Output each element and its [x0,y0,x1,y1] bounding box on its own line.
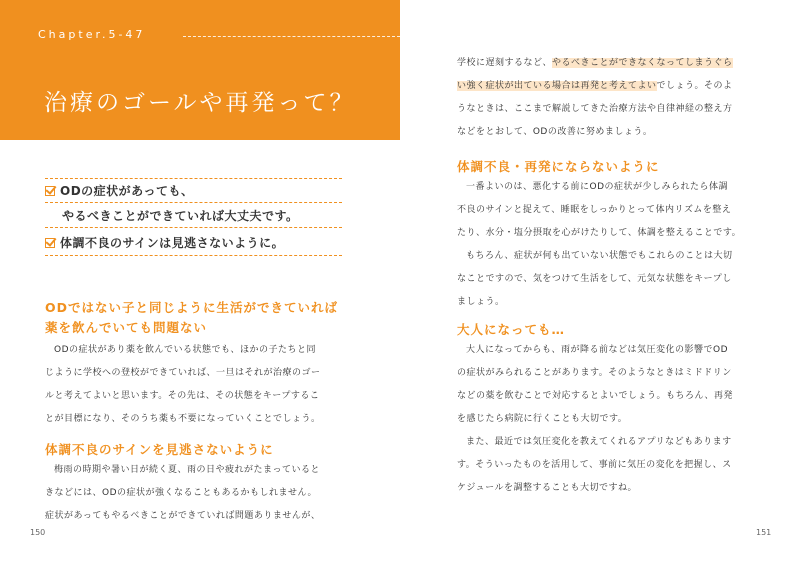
section-body: 梅雨の時期や暑い日が続く夏、雨の日や疲れがたまっていると きなどには、ODの症状が強くなることもあるかもしれません。 症状があってもやるべきことができていれば問題ありませんが、 [45,465,321,521]
page-number: 150 [30,528,46,537]
section-heading: 体調不良のサインを見逃さないように [45,442,274,457]
right-page [400,0,800,567]
header-dashed-rule [183,36,400,37]
dashed-divider [45,202,342,203]
page-number: 151 [756,528,772,537]
page-title: 治療のゴールや再発って？ [44,90,356,116]
section-body: 大人になってからも、雨が降る前などは気圧変化の影響でOD の症状がみられることがあります。そのようなときはミドドリン などの薬を飲むことで対応するとよいでしょう。もちろん、再発 を感じたら病院に行くことも大切です。 また、最近では気圧変化を教えてくれるアプリなどもあります す。そういったものを活用して、事前に気圧の変化を把握し、ス ケジュールを調整することも大切ですね。 [457,345,734,493]
section-body: 一番よいのは、悪化する前にODの症状が少しみられたら体調 不良のサインと捉えて、睡眠をしっかりとって体内リズムを整え たり、水分・塩分摂取を心がけたりして、体調を整えることです。 もちろん、症状が何も出ていない状態でもこれらのことは大切 なことですので、気をつけて生活をして、元気な状態をキープし ましょう。 [457,182,742,307]
dashed-divider [45,178,342,179]
chapter-label: Chapter.5-47 [38,28,146,41]
point-2: 体調不良のサインは見逃さないように。 [45,234,284,251]
point-1: ODの症状があっても、 [45,182,194,199]
highlight: い強く症状が出ている場合は再発と考えてよい [457,81,657,91]
chapter-header [0,0,400,140]
intro-body: 学校に遅刻するなど、やるべきことができなくなってしまうぐら い強く症状が出ている場合は再発と考えてよいでしょう。そのよ うなときは、ここまで解説してきた治療方法や自律神経の整え方 などをとおして、ODの改善に努めましょう。 [457,58,733,137]
point-1-cont: やるべきことができていれば大丈夫です。 [62,209,299,223]
section-heading: 大人になっても… [457,322,566,337]
dashed-divider [45,255,342,256]
highlight: やるべきことができなくなってしまうぐら [552,58,733,68]
check-icon [45,238,55,248]
section-body: ODの症状があり薬を飲んでいる状態でも、ほかの子たちと同 じように学校への登校ができていれば、一旦はそれが治療のゴー ルと考えてよいと思います。その先は、その状態をキープするこ とが目標になり、そのうち薬も不要になっていくことでしょう。 [45,345,321,424]
section-heading: ODではない子と同じように生活ができていれば [45,300,339,315]
section-heading-cont: 薬を飲んでいても問題ない [45,320,208,335]
dashed-divider [45,227,342,228]
check-icon [45,186,55,196]
section-heading: 体調不良・再発にならないように [457,159,660,174]
